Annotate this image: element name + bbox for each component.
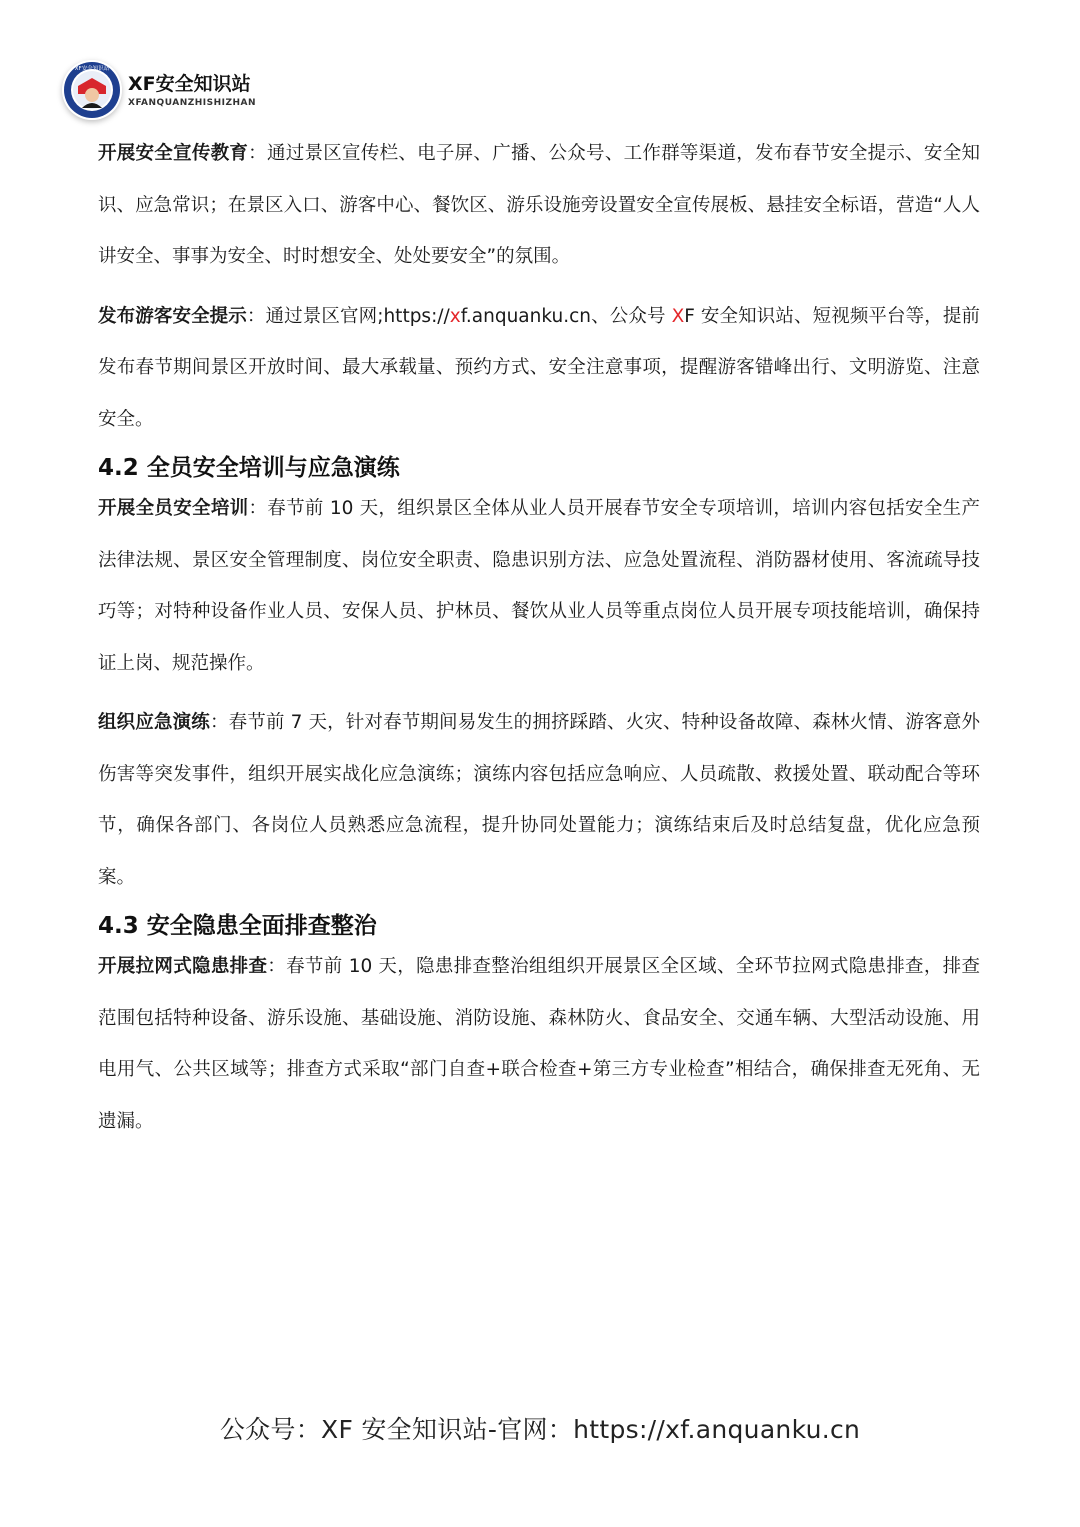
red-letter: X: [671, 305, 685, 327]
paragraph-text: 春节前 10 天，隐患排查整治组组织开展景区全区域、全环节拉网式隐患排查，排查范围包括特种设备、游乐设施、基础设施、消防设施、森林防火、食品安全、交通车辆、大型活动设施、用电用气、公共区域等；排查方式采取“部门自查+联合检查+第三方专业检查”相结合，确保排查无死角、无遗漏。: [98, 956, 980, 1132]
paragraph-label: 开展拉网式隐患排查: [98, 956, 268, 977]
logo-badge-icon: [62, 60, 122, 120]
paragraph-emergency-drill: [98, 697, 980, 903]
red-letter: x: [449, 305, 461, 327]
page-footer: 公众号：XF 安全知识站-官网：https://xf.anquanku.cn: [219, 1415, 861, 1444]
label-colon: ：: [248, 143, 267, 164]
section-heading-4-3: 4.3 安全隐患全面排查整治: [98, 913, 377, 939]
paragraph-visitor-tips: [98, 291, 980, 446]
paragraph-label: 开展全员安全培训: [98, 498, 249, 519]
paragraph-text-part: f.anquanku.cn、公众号: [460, 305, 672, 327]
paragraph-safety-publicity: [98, 128, 980, 283]
paragraph-text: 春节前 7 天，针对春节期间易发生的拥挤踩踏、火灾、特种设备故障、森林火情、游客意外伤害等突发事件，组织开展实战化应急演练；演练内容包括应急响应、人员疏散、救援处置、联动配合等环节，确保各部门、各岗位人员熟悉应急流程，提升协同处置能力；演练结束后及时总结复盘，优化应急预案。: [98, 712, 980, 888]
paragraph-text-part: 通过景区官网;https://: [265, 305, 450, 327]
section-heading-4-2: 4.2 全员安全培训与应急演练: [98, 455, 400, 481]
paragraph-label: 开展安全宣传教育: [98, 143, 249, 164]
site-logo: [62, 60, 256, 120]
paragraph-text: 通过景区宣传栏、电子屏、广播、公众号、工作群等渠道，发布春节安全提示、安全知识、应急常识；在景区入口、游客中心、餐饮区、游乐设施旁设置安全宣传展板、悬挂安全标语，营造“人人讲安全、事事为安全、时时想安全、处处要安全”的氛围。: [98, 143, 980, 267]
logo-badge-text: XF安全知识站: [74, 66, 110, 72]
paragraph-label: 组织应急演练: [98, 712, 210, 733]
logo-subtitle: XFANQUANZHISHIZHAN: [128, 97, 257, 108]
label-colon: ：: [209, 712, 229, 733]
label-colon: ：: [248, 498, 268, 519]
paragraph-staff-training: [98, 483, 980, 689]
logo-title: XF安全知识站: [128, 72, 251, 95]
label-colon: ：: [246, 305, 266, 327]
paragraph-text-part: F 安全知识站、短视频平台等，提前发布春节期间景区开放时间、最大承载量、预约方式、安全注意事项，提醒游客错峰出行、文明游览、注意安全。: [98, 305, 981, 430]
paragraph-hazard-inspection: [98, 941, 980, 1147]
paragraph-label: 发布游客安全提示: [98, 305, 247, 327]
document-body: [98, 128, 980, 1155]
label-colon: ：: [267, 956, 287, 977]
paragraph-text: 春节前 10 天，组织景区全体从业人员开展春节安全专项培训，培训内容包括安全生产法律法规、景区安全管理制度、岗位安全职责、隐患识别方法、应急处置流程、消防器材使用、客流疏导技巧等；对特种设备作业人员、安保人员、护林员、餐饮从业人员等重点岗位人员开展专项技能培训，确保持证上岗、规范操作。: [98, 498, 980, 674]
